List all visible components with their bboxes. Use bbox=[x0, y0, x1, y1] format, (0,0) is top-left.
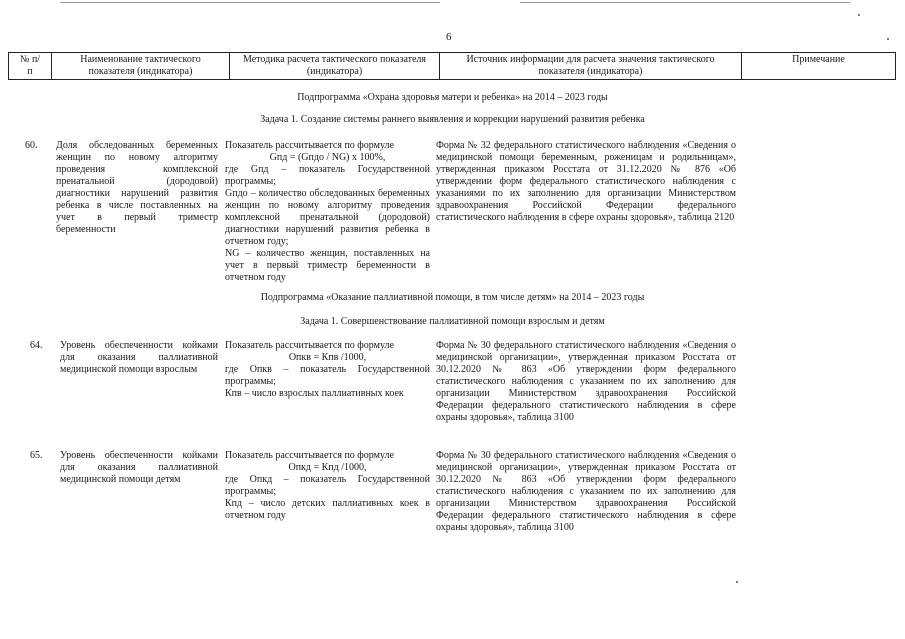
row-65-num: 65. bbox=[30, 450, 43, 461]
row-65-source: Форма № 30 федерального статистического наблюдения «Сведения о медицинской организации», утвержденная приказом Росстата от 30.12.2020 № 863 «Об утверждении форм федерального статистического наблюдения с указанием по их заполнению для организации Министерством здравоохранения Российской Федерации федерального статистического наблюдения в сфере охраны здоровья», таблица 3100 bbox=[436, 450, 736, 533]
row-60-def-1: где Gпд – показатель Государственной программы; bbox=[225, 164, 430, 187]
header-col-source: Источник информации для расчета значения тактического показателя (индикатора) bbox=[439, 53, 741, 79]
row-65-def-2: Кпд – число детских паллиативных коек в отчетном году bbox=[225, 498, 430, 521]
row-60-name: Доля обследованных беременных женщин по новому алгоритму проведения комплексной пренатальной (дородовой) диагностики нарушений развития ребенка в числе поставленных на учет в первый триместр беременности bbox=[56, 140, 218, 235]
row-60-formula: Gпд = (Gпдо / NG) x 100%, bbox=[269, 152, 386, 163]
scan-speck bbox=[887, 38, 889, 40]
row-64-method-intro: Показатель рассчитывается по формуле bbox=[225, 340, 394, 351]
row-65-name: Уровень обеспеченности койками для оказания паллиативной медицинской помощи детям bbox=[60, 450, 218, 485]
subprogram-1-task: Задача 1. Создание системы раннего выявления и коррекции нарушений развития ребенка bbox=[260, 114, 645, 125]
header-col-num: № п/п bbox=[8, 53, 51, 79]
scan-top-line bbox=[60, 2, 440, 3]
row-64-def-2: Кпв – число взрослых паллиативных коек bbox=[225, 388, 404, 399]
row-65-formula: Опкд = Кпд /1000, bbox=[288, 462, 367, 473]
row-60-def-2: Gпдо – количество обследованных беременных женщин по новому алгоритму проведения комплексной пренатальной (дородовой) диагностики нарушений развития ребенка в отчетном году; bbox=[225, 188, 430, 247]
scan-speck bbox=[736, 581, 738, 583]
row-65-def-1: где Опкд – показатель Государственной программы; bbox=[225, 474, 430, 497]
row-60-method-intro: Показатель рассчитывается по формуле bbox=[225, 140, 394, 151]
subprogram-2-title: Подпрограмма «Оказание паллиативной помощи, в том числе детям» на 2014 – 2023 годы bbox=[260, 292, 645, 303]
row-64-formula: Опкв = Кпв /1000, bbox=[288, 352, 367, 363]
row-65-method bbox=[225, 450, 430, 522]
row-60-def-3: NG – количество женщин, поставленных на учет в первый триместр беременности в отчетном году bbox=[225, 248, 430, 283]
row-64-source: Форма № 30 федерального статистического наблюдения «Сведения о медицинской организации», утвержденная приказом Росстата от 30.12.2020 № 863 «Об утверждении форм федерального статистического наблюдения с указанием по их заполнению для организации Министерством здравоохранения Российской Федерации федерального статистического наблюдения в сфере охраны здоровья», таблица 3100 bbox=[436, 340, 736, 423]
row-60-method bbox=[225, 140, 430, 284]
header-col-method: Методика расчета тактического показателя (индикатора) bbox=[229, 53, 439, 79]
header-col-note: Примечание bbox=[741, 53, 896, 79]
row-64-num: 64. bbox=[30, 340, 43, 351]
page-number: 6 bbox=[446, 31, 452, 43]
row-64-def-1: где Опкв – показатель Государственной программы; bbox=[225, 364, 430, 387]
row-65-method-intro: Показатель рассчитывается по формуле bbox=[225, 450, 394, 461]
row-64-name: Уровень обеспеченности койками для оказания паллиативной медицинской помощи взрослым bbox=[60, 340, 218, 375]
table-header bbox=[8, 52, 896, 80]
row-60-source: Форма № 32 федерального статистического наблюдения «Сведения о медицинской помощи беременным, роженицам и родильницам», утвержденная приказом Росстата от 31.12.2020 № 876 «Об утверждении форм федерального статистического наблюдения с указаниями по их заполнению для организации Министерством здравоохранения Российской Федерации федерального статистического наблюдения в сфере охраны здоровья», таблица 2120 bbox=[436, 140, 736, 223]
scan-speck bbox=[858, 14, 860, 16]
scan-top-line bbox=[520, 2, 850, 3]
row-60-num: 60. bbox=[25, 140, 38, 151]
subprogram-1-title: Подпрограмма «Охрана здоровья матери и ребенка» на 2014 – 2023 годы bbox=[297, 92, 608, 103]
row-64-method bbox=[225, 340, 430, 400]
header-col-name: Наименование тактического показателя (индикатора) bbox=[51, 53, 229, 79]
subprogram-2-task: Задача 1. Совершенствование паллиативной помощи взрослым и детям bbox=[300, 316, 605, 327]
